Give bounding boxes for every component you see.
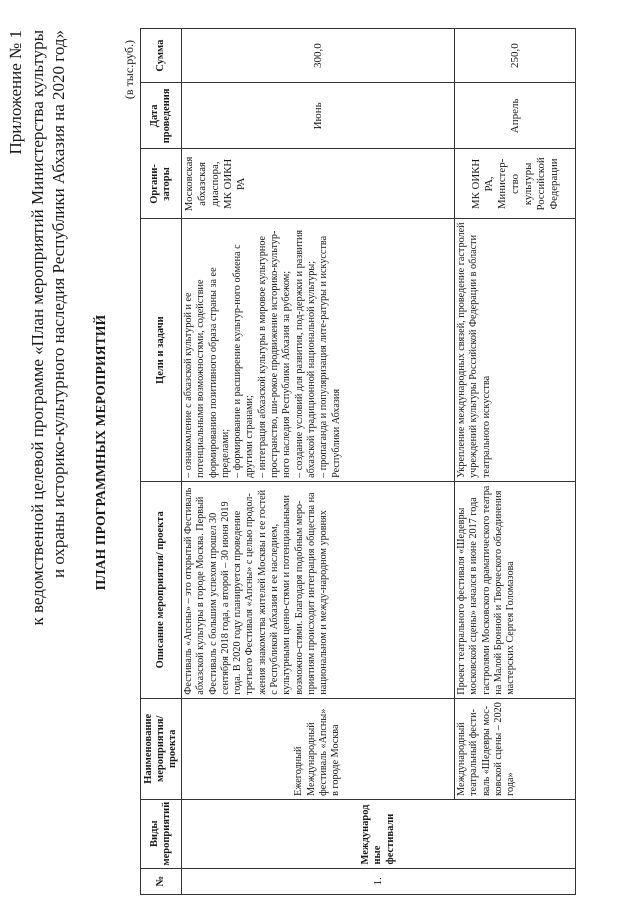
event-goals	[455, 219, 576, 482]
appendix-caption-line2: и охраны историко-культурного наследия Республики Абхазия на 2020 год»	[49, 30, 68, 579]
header-description: Описание мероприятия/ проекта	[141, 481, 182, 698]
goal-item: – пропаганда и популяризация лите-ратуры и искусства Республики Абхазия	[318, 235, 342, 478]
header-sum: Сумма	[141, 29, 182, 83]
event-sum: 250,0	[455, 29, 576, 83]
appendix-number: Приложение № 1	[6, 30, 25, 155]
event-name: Международный театральный фести-валь «Шедевры мос-ковской сцены – 2020 года»	[455, 698, 576, 799]
header-goals: Цели и задачи	[141, 219, 182, 482]
appendix-caption-line1: к ведомственной целевой программе «План мероприятий Министерства культуры	[28, 30, 47, 626]
goal-item: – формирование и расширение культур-ного обмена с другими странами;	[232, 244, 256, 478]
goal-item: – создание условий для развития, под-держки и развития абхазской традиционной национальной культуры;	[293, 229, 317, 478]
row-number: 1.	[182, 868, 576, 894]
header-number: №	[141, 868, 182, 894]
event-goals	[182, 219, 455, 482]
goal-item: – интеграция абхазской культуры в мировое культурное пространство, ши-рокое продвижение историко-культур-ного наследия Республики Абхазия за рубежом;	[256, 230, 293, 478]
event-date: Июнь	[182, 83, 455, 149]
plan-table	[140, 28, 576, 895]
event-sum: 300,0	[182, 29, 455, 83]
table-row	[182, 29, 455, 895]
event-description: Проект театрального фестиваля «Шедевры московской сцены» начался в июне 2017 года гастролями Московского драматического театра на Малой Бронной и Творческого объединения мастерских Сергея Голомазова	[455, 481, 576, 698]
event-organizers: МК ОИКН РА, Министер-ство культуры Российской Федерации	[455, 149, 576, 219]
plan-title: ПЛАН ПРОГРАММНЫХ МЕРОПРИЯТИЙ	[93, 314, 108, 591]
header-name: Наименование мероприятия/проекта	[141, 698, 182, 799]
event-name: Ежегодный Международный фестиваль «Апсны» в городе Москва	[182, 698, 455, 799]
event-organizers: Московская абхазская диаспора, МК ОИКН РА	[182, 149, 455, 219]
event-date: Апрель	[455, 83, 576, 149]
table-header-row	[141, 29, 182, 895]
event-description: Фестиваль «Апсны» – это открытый Фестиваль абхазской культуры в городе Москва. Первый Фестиваль с большим успехом прошел 30 сентября 2018 года, а второй – 30 июня 2019 года. В 2020 году планируется проведение третьего Фестиваля «Апсны» с целью продол-жения знакомства жителей Москвы и ее гостей с Республикой Абхазия и ее наследием, культурными ценно-стями и потенциальными возможно-стями. Благодаря подобным меро-приятиям происходит интеграция общества на национальном и между-народном уровнях	[182, 481, 455, 698]
header-type: Виды мероприятий	[141, 799, 182, 868]
header-organizers: Органи-заторы	[141, 149, 182, 219]
header-date: Дата проведения	[141, 83, 182, 149]
goal-item: Укрепление международных связей, проведение гастролей учреждений культуры Российской Федерации в области театрального искусства	[456, 222, 492, 478]
units-note: (в тыс.руб.)	[122, 40, 136, 100]
event-type: Международ ные фестивали	[182, 799, 576, 868]
table-row	[455, 29, 576, 895]
goal-item: – ознакомление с абхазской культурой и ее потенциальными возможностями, содействие формированию позитивного образа страны за ее пределами;	[183, 267, 231, 478]
